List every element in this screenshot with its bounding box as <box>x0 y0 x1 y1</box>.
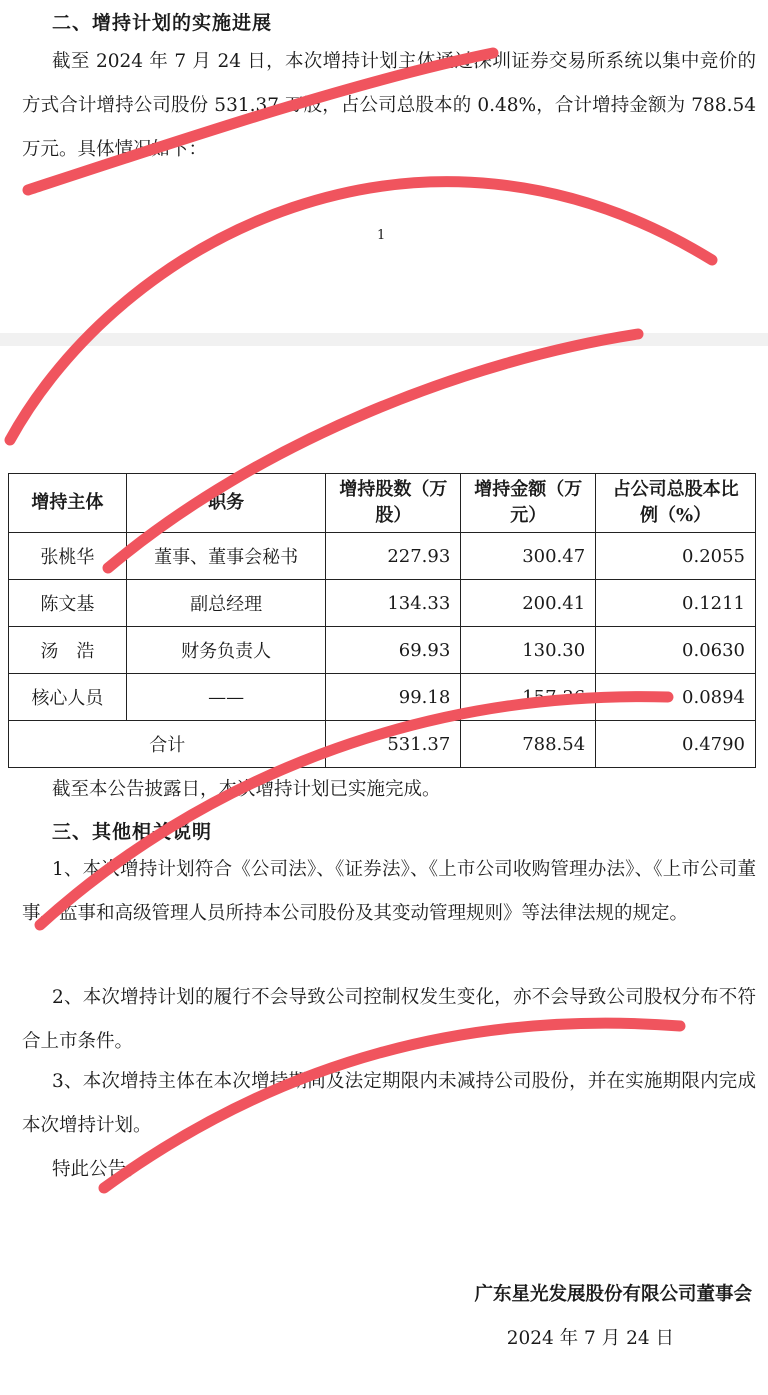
cell-amount: 300.47 <box>461 533 596 580</box>
cell-position: 副总经理 <box>126 580 326 627</box>
section-3-item-2: 2、本次增持计划的履行不会导致公司控制权发生变化，亦不会导致公司股权分布不符合上市条件。 <box>22 987 756 1052</box>
cell-shares: 69.93 <box>326 627 461 674</box>
table-row <box>9 674 756 721</box>
section-3-item-1: 1、本次增持计划符合《公司法》、《证券法》、《上市公司收购管理办法》、《上市公司董事、监事和高级管理人员所持本公司股份及其变动管理规则》等法律法规的规定。 <box>22 859 756 924</box>
total-shares: 531.37 <box>326 721 461 768</box>
table-row <box>9 627 756 674</box>
cell-shares: 99.18 <box>326 674 461 721</box>
signature-company: 广东星光发展股份有限公司董事会 <box>474 1284 752 1305</box>
cell-shares: 227.93 <box>326 533 461 580</box>
cell-ratio: 0.2055 <box>596 533 756 580</box>
page-number: 1 <box>377 228 386 243</box>
cell-position: —— <box>126 674 326 721</box>
header-amount: 增持金额（万元） <box>461 474 596 533</box>
completion-note: 截至本公告披露日，本次增持计划已实施完成。 <box>52 779 441 800</box>
cell-shares: 134.33 <box>326 580 461 627</box>
table-row <box>9 580 756 627</box>
cell-holder: 汤 浩 <box>9 627 127 674</box>
page-separator <box>0 333 768 346</box>
header-holder: 增持主体 <box>9 474 127 533</box>
total-label: 合计 <box>9 721 326 768</box>
table-header-row <box>9 474 756 533</box>
header-ratio: 占公司总股本比例（%） <box>596 474 756 533</box>
table-row <box>9 533 756 580</box>
section-3-heading: 三、其他相关说明 <box>52 821 213 843</box>
cell-amount: 130.30 <box>461 627 596 674</box>
signature-date: 2024 年 7 月 24 日 <box>506 1328 674 1349</box>
closing-statement: 特此公告。 <box>52 1159 145 1180</box>
total-ratio: 0.4790 <box>596 721 756 768</box>
total-amount: 788.54 <box>461 721 596 768</box>
header-position: 职务 <box>126 474 326 533</box>
holdings-table <box>8 473 756 768</box>
cell-position: 董事、董事会秘书 <box>126 533 326 580</box>
table-total-row <box>9 721 756 768</box>
section-3-item-3: 3、本次增持主体在本次增持期间及法定期限内未减持公司股份，并在实施期限内完成本次增持计划。 <box>22 1071 756 1136</box>
cell-position: 财务负责人 <box>126 627 326 674</box>
cell-ratio: 0.0894 <box>596 674 756 721</box>
cell-amount: 157.36 <box>461 674 596 721</box>
section-2-heading: 二、增持计划的实施进展 <box>52 12 273 34</box>
cell-ratio: 0.0630 <box>596 627 756 674</box>
cell-holder: 核心人员 <box>9 674 127 721</box>
cell-amount: 200.41 <box>461 580 596 627</box>
section-2-paragraph: 截至 2024 年 7 月 24 日，本次增持计划主体通过深圳证券交易所系统以集中竞价的方式合计增持公司股份 531.37 万股，占公司总股本的 0.48%，合计增持金额为 788.54 万元。具体情况如下： <box>22 51 756 160</box>
cell-ratio: 0.1211 <box>596 580 756 627</box>
cell-holder: 陈文基 <box>9 580 127 627</box>
header-shares: 增持股数（万股） <box>326 474 461 533</box>
cell-holder: 张桃华 <box>9 533 127 580</box>
